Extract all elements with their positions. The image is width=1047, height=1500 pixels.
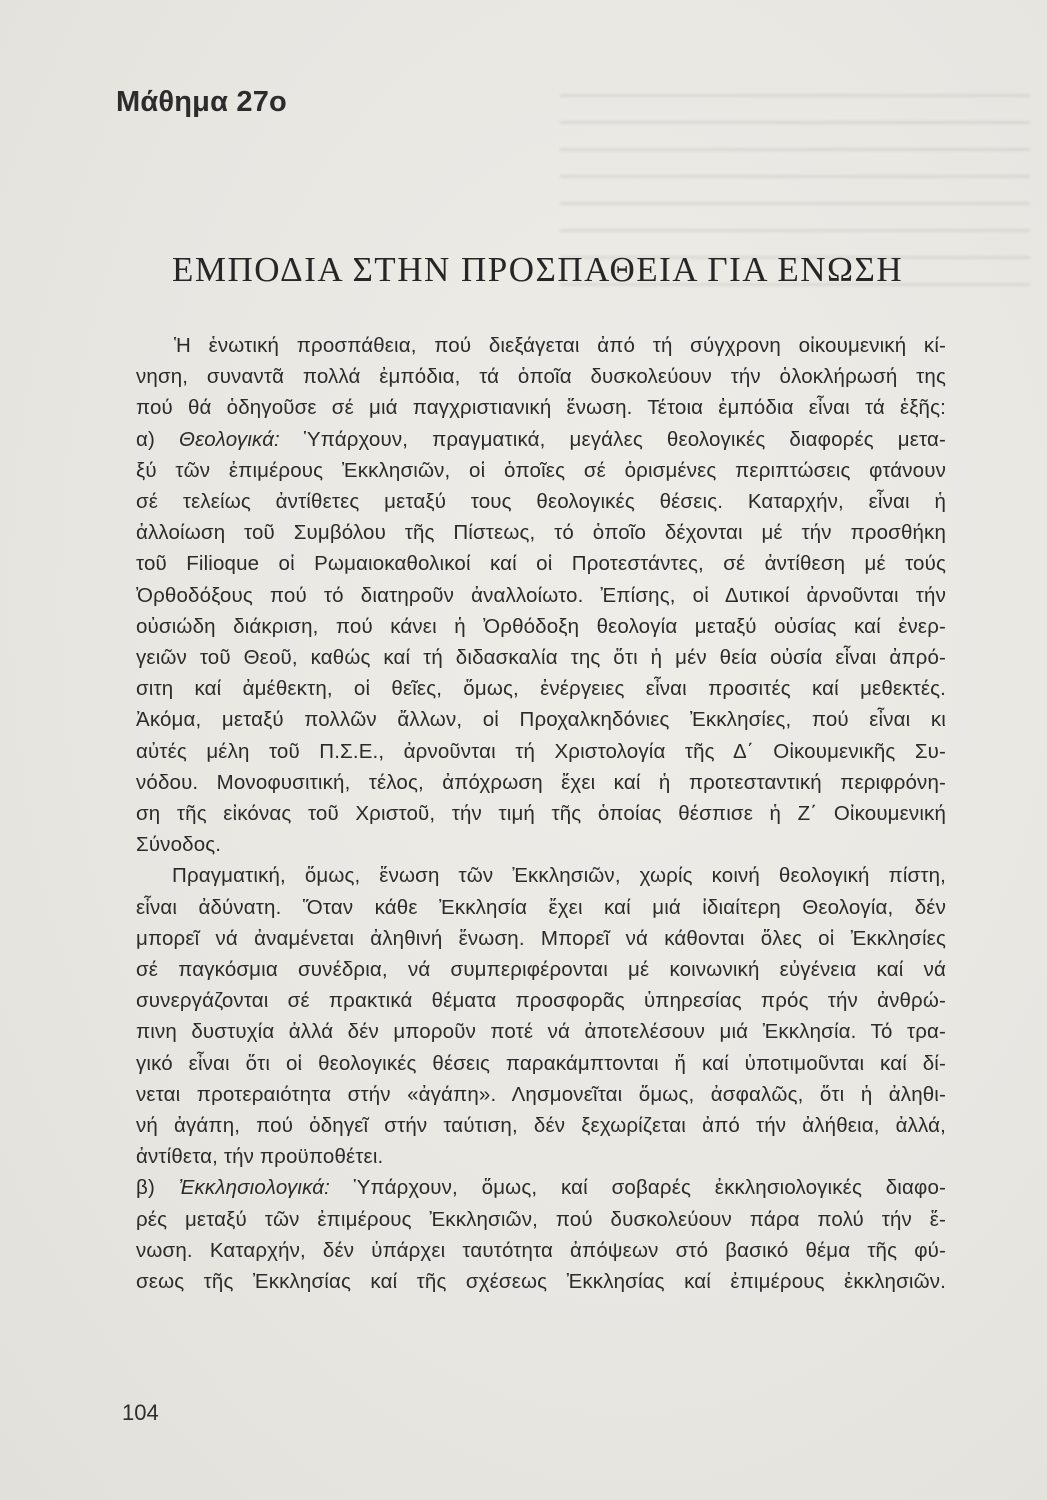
body-line: ρές μεταξύ τῶν ἐπιμέρους Ἐκκλησιῶν, πού δυσκολεύουν πάρα πολύ τήν ἕ-: [136, 1207, 946, 1231]
body-line: Σύνοδος.: [136, 833, 222, 857]
body-line: σεως τῆς Ἐκκλησίας καί τῆς σχέσεως Ἐκκλησίας καί ἐπιμέρους ἐκκλησιῶν.: [136, 1270, 946, 1294]
body-line: αὐτές μέλη τοῦ Π.Σ.Ε., ἀρνοῦνται τή Χριστολογία τῆς Δ΄ Οἰκουμενικῆς Συ-: [136, 739, 946, 763]
body-line: ξύ τῶν ἐπιμέρους Ἐκκλησιῶν, οἱ ὁποῖες σέ ὁρισμένες περιπτώσεις φτάνουν: [136, 458, 946, 482]
body-line: γικό εἶναι ὅτι οἱ θεολογικές θέσεις παρακάμπτονται ἤ καί ὑποτιμοῦνται καί δί-: [136, 1051, 946, 1075]
body-line: ἀντίθετα, τήν προϋποθέτει.: [136, 1145, 384, 1169]
body-line: οὐσιώδη διάκριση, πού κάνει ἡ Ὀρθόδοξη θεολογία μεταξύ οὐσίας καί ἐνερ-: [136, 614, 946, 638]
body-line: σιτη καί ἀμέθεκτη, οἱ θεῖες, ὅμως, ἐνέργειες εἶναι προσιτές καί μεθεκτές.: [136, 677, 946, 701]
section-a-marker: α): [136, 427, 155, 451]
section-b-heading: Ἐκκλησιολογικά:: [178, 1176, 330, 1200]
body-line: Πραγματική, ὅμως, ἕνωση τῶν Ἐκκλησιῶν, χωρίς κοινή θεολογική πίστη,: [172, 864, 946, 888]
body-line: εἶναι ἀδύνατη. Ὅταν κάθε Ἐκκλησία ἔχει καί μιά ἰδιαίτερη Θεολογία, δέν: [136, 895, 946, 919]
body-line: νή ἀγάπη, πού ὁδηγεῖ στήν ταύτιση, δέν ξεχωρίζεται ἀπό τήν ἀλήθεια, ἀλλά,: [136, 1114, 946, 1138]
body-line: γειῶν τοῦ Θεοῦ, καθώς καί τή διδασκαλία της ὅτι ἡ μέν θεία οὐσία εἶναι ἀπρό-: [136, 646, 946, 670]
body-line: νηση, συναντᾶ πολλά ἐμπόδια, τά ὁποῖα δυσκολεύουν τήν ὁλοκλήρωσή της: [136, 365, 946, 389]
body-line: νόδου. Μονοφυσιτική, τέλος, ἀπόχρωση ἔχει καί ἡ προτεσταντική περιφρόνη-: [136, 770, 946, 794]
body-line: νωση. Καταρχήν, δέν ὑπάρχει ταυτότητα ἀπόψεων στό βασικό θέμα τῆς φύ-: [136, 1238, 946, 1262]
body-line: μπορεῖ νά ἀναμένεται ἀληθινή ἕνωση. Μπορεῖ νά κάθονται ὅλες οἱ Ἐκκλησίες: [136, 926, 946, 950]
body-line: σέ παγκόσμια συνέδρια, νά συμπεριφέρονται μέ κοινωνική εὐγένεια καί νά: [136, 958, 946, 982]
body-line: συνεργάζονται σέ πρακτικά θέματα προσφορᾶς ὑπηρεσίας πρός τήν ἀνθρώ-: [136, 989, 946, 1013]
section-a-heading: Θεολογικά:: [179, 427, 280, 451]
body-line: ση τῆς εἰκόνας τοῦ Χριστοῦ, τήν τιμή τῆς ὁποίας θέσπισε ἡ Ζ΄ Οἰκουμενική: [136, 802, 946, 826]
body-line: Ὀρθοδόξους πού τό διατηροῦν ἀναλλοίωτο. Ἐπίσης, οἱ Δυτικοί ἀρνοῦνται τήν: [136, 583, 946, 607]
body-text: [136, 330, 946, 1297]
body-line: Ἀκόμα, μεταξύ πολλῶν ἄλλων, οἱ Προχαλκηδόνιες Ἐκκλησίες, πού εἶναι κι: [136, 708, 946, 732]
body-line: ἀλλοίωση τοῦ Συμβόλου τῆς Πίστεως, τό ὁποῖο δέχονται μέ τήν προσθήκη: [136, 521, 946, 545]
body-line: πινη δυστυχία ἀλλά δέν μποροῦν ποτέ νά ἀποτελέσουν μιά Ἐκκλησία. Τό τρα-: [136, 1020, 946, 1044]
body-line: Ἡ ἑνωτική προσπάθεια, πού διεξάγεται ἀπό τή σύγχρονη οἰκουμενική κί-: [174, 334, 946, 357]
body-line: τοῦ Filioque οἱ Ρωμαιοκαθολικοί καί οἱ Προτεστάντες, σέ ἀντίθεση μέ τούς: [136, 552, 946, 576]
page-number: 104: [122, 1400, 159, 1425]
body-line: α) Θεολογικά: Ὑπάρχουν, πραγματικά, μεγάλες θεολογικές διαφορές μετα-: [136, 427, 946, 451]
body-line: β) Ἐκκλησιολογικά: Ὑπάρχουν, ὅμως, καί σοβαρές ἐκκλησιολογικές διαφο-: [136, 1176, 946, 1200]
lesson-label: Μάθημα 27ο: [116, 86, 287, 118]
body-line: σέ τελείως ἀντίθετες μεταξύ τους θεολογικές θέσεις. Καταρχήν, εἶναι ἡ: [136, 490, 946, 514]
body-line: πού θά ὁδηγοῦσε σέ μιά παγχριστιανική ἕνωση. Τέτοια ἐμπόδια εἶναι τά ἑξῆς:: [136, 396, 946, 420]
page-title: ΕΜΠΟΔΙΑ ΣΤΗΝ ΠΡΟΣΠΑΘΕΙΑ ΓΙΑ ΕΝΩΣΗ: [172, 250, 904, 289]
body-line: νεται προτεραιότητα στήν «ἀγάπη». Λησμονεῖται ὅμως, ἀσφαλῶς, ὅτι ἡ ἀληθι-: [136, 1082, 946, 1106]
section-b-marker: β): [136, 1176, 155, 1200]
